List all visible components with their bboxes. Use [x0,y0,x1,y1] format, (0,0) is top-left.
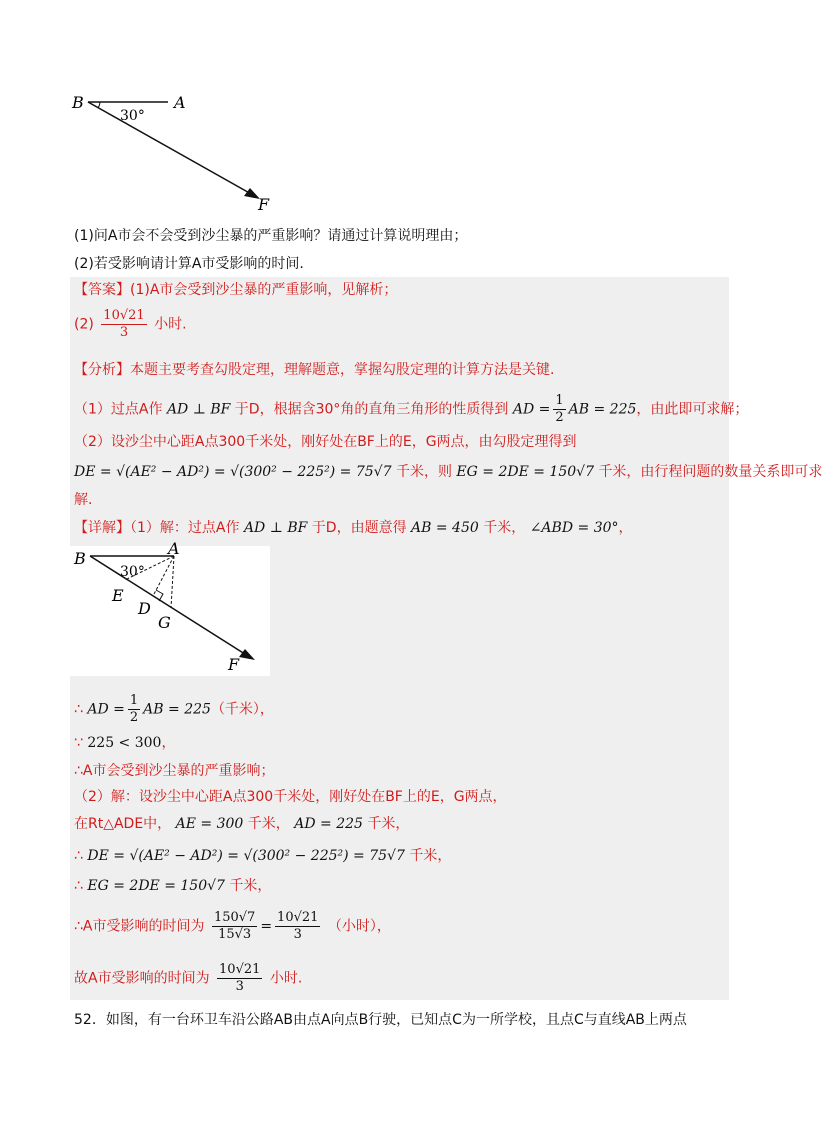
answer-fraction-den: 3 [119,325,129,340]
detail-s10-b: 小时. [269,970,303,987]
answer-line-2 [74,308,187,341]
detail-half-den: 2 [129,710,139,725]
analysis-p1-c: ，由此即可求解； [636,401,749,418]
detail-s8-b: 千米， [229,878,272,894]
analysis-part-2-cont [74,462,822,482]
detail-step-7 [74,846,451,866]
detail-s1-c: 千米， [483,520,526,536]
detail-s9-fraction-2 [275,910,320,943]
detail-s6-b: 千米， [247,816,290,832]
analysis-half-den: 2 [555,410,564,425]
detail-step-2 [74,693,274,726]
detail-tag: 【详解】 [74,520,130,536]
figure-2-diagram [70,539,270,676]
label-e-2: E [112,586,124,605]
detail-step-3 [74,733,175,753]
analysis-p2-math-2: EG = 2DE = 150√7 [456,464,594,480]
detail-s8-math: EG = 2DE = 150√7 [87,878,225,894]
detail-s9-den-2: 3 [293,927,302,942]
detail-s3-math: 225 < 300 [87,735,162,751]
analysis-part-2: （2）设沙尘中心距A点300千米处，刚好处在BF上的E，G两点，由勾股定理得到 [74,434,577,450]
detail-half-fraction [128,693,140,726]
dash-ag [171,556,174,608]
detail-s9-equals: = [260,918,273,935]
figure-1-diagram [68,92,328,212]
detail-s6-a: 在Rt△ADE中， [74,816,172,832]
analysis-p2-c: 千米，由行程问题的数量关系即可求 [598,464,822,480]
detail-step-10 [74,962,302,995]
question-1: (1)问A市会不会受到沙尘暴的严重影响？请通过计算说明理由； [74,228,468,244]
label-b-2: B [74,549,86,568]
detail-step-8 [74,876,271,896]
label-d-2: D [138,599,151,618]
detail-s10-a: 故A市受影响的时间为 [74,970,210,987]
analysis-intro-text: 本题主要考查勾股定理，理解题意，掌握勾股定理的计算方法是关键. [130,362,555,378]
answer-fraction [101,308,146,341]
detail-s10-den: 3 [235,979,244,994]
detail-step-9 [74,910,391,943]
answer-fraction-num: 10√21 [103,308,145,323]
detail-s3-a: ∵ [74,735,83,751]
analysis-p2-math-1: DE = √(AE² − AD²) = √(300² − 225²) = 75√7 [74,464,392,480]
detail-s1-math-1: AD ⊥ BF [243,520,308,536]
question-2: (2)若受影响请计算A市受影响的时间. [74,256,304,272]
analysis-p1-b: 于D，根据含30°角的直角三角形的性质得到 [234,401,509,418]
detail-step-6 [74,814,409,834]
detail-s1-math-2: AB = 450 [411,520,479,536]
analysis-part-1 [74,393,748,426]
analysis-p1-math-1: AD ⊥ BF [166,401,231,418]
arrowhead-f-2 [239,649,255,660]
analysis-p2-b: 千米，则 [395,464,452,480]
detail-s9-den-1: 15√3 [218,927,252,942]
analysis-intro [74,360,554,380]
label-angle-2: 30° [120,564,145,580]
answer-line-1 [74,280,397,300]
detail-s7-a: ∴ [74,848,83,864]
detail-step-4: ∴A市会受到沙尘暴的严重影响； [74,763,275,779]
detail-s9-num-2: 10√21 [277,910,319,925]
answer-suffix-2: 小时. [154,316,187,333]
detail-s1-d: ， [618,520,633,536]
analysis-tag: 【分析】 [74,362,130,378]
label-g-2: G [158,613,171,632]
label-f: F [258,195,270,214]
detail-s7-b: 千米， [409,848,452,864]
answer-tag: 【答案】 [74,282,130,298]
detail-s6-math-1: AE = 300 [175,816,244,832]
analysis-p1-a: （1）过点A作 [74,401,163,418]
detail-s10-fraction [217,962,262,995]
detail-step-1 [74,518,633,538]
detail-s9-num-1: 150√7 [213,910,256,925]
detail-half-num: 1 [129,693,139,708]
answer-text-1: (1)A市会受到沙尘暴的严重影响，见解析； [130,282,398,298]
detail-s9-a: ∴A市受影响的时间为 [74,918,205,935]
analysis-half-num: 1 [555,393,564,408]
detail-s6-math-2: AD = 225 [294,816,363,832]
right-angle-mark [156,590,163,601]
label-a-2: A [168,539,180,558]
detail-s9-b: （小时）， [327,918,391,935]
label-b: B [72,93,84,112]
detail-s8-a: ∴ [74,878,83,894]
detail-step-5: （2）解：设沙尘中心距A点300千米处，刚好处在BF上的E，G两点， [74,789,507,805]
detail-s2-math-1: AD = [87,701,125,718]
detail-s9-fraction-1 [212,910,257,943]
detail-s1-math-3: ∠ABD = 30° [529,520,619,536]
detail-s7-math: DE = √(AE² − AD²) = √(300² − 225²) = 75√7 [87,848,405,864]
answer-prefix-2: (2) [74,316,94,333]
detail-s1-a: （1）解：过点A作 [130,520,240,536]
detail-s2-b: （千米）， [210,701,274,718]
analysis-part-2-end: 解. [74,492,93,508]
next-problem-52: 52．如图，有一台环卫车沿公路AB由点A向点B行驶，已知点C为一所学校，且点C与直线AB上两点 [74,1012,687,1028]
label-a: A [174,93,186,112]
analysis-p1-math-2b: AB = 225 [568,401,637,418]
line-bf [88,102,253,195]
label-angle: 30° [120,108,145,124]
analysis-p1-math-2a: AD = [512,401,551,418]
detail-s6-c: 千米， [367,816,410,832]
label-f-2: F [228,655,240,674]
angle-arc [98,102,100,108]
detail-s2-math-2: AB = 225 [143,701,211,718]
detail-s10-num: 10√21 [219,962,261,977]
line-bf-2 [90,556,248,656]
detail-s2-a: ∴ [74,701,83,718]
analysis-half-fraction [553,393,565,426]
detail-s1-b: 于D，由题意得 [311,520,407,536]
detail-s3-b: ， [161,735,176,751]
